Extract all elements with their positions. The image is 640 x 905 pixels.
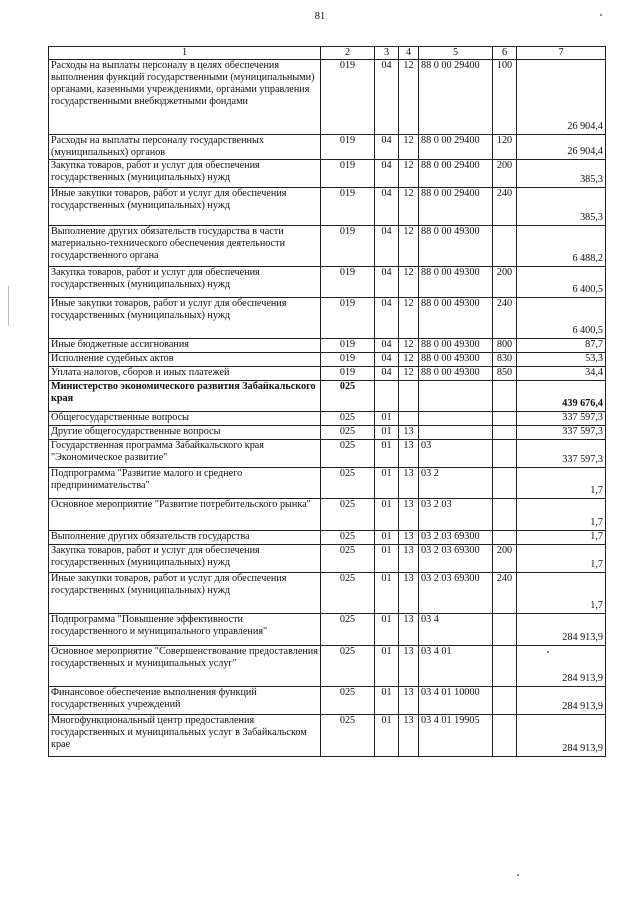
row-section-cell: 01 <box>375 646 399 687</box>
row-target-article-cell: 03 <box>419 440 493 468</box>
row-name-cell: Иные закупки товаров, работ и услуг для обеспечения государственных (муниципальных) нужд <box>49 298 321 339</box>
row-name-cell: Закупка товаров, работ и услуг для обеспечения государственных (муниципальных) нужд <box>49 545 321 573</box>
row-section-cell: 04 <box>375 353 399 367</box>
row-section-cell: 01 <box>375 614 399 646</box>
table-row <box>49 188 606 226</box>
row-target-article-cell: 03 2 03 <box>419 499 493 531</box>
row-section-cell: 04 <box>375 339 399 353</box>
row-subsection-cell: 12 <box>399 367 419 381</box>
row-name-cell: Государственная программа Забайкальского края "Экономическое развитие" <box>49 440 321 468</box>
row-section-cell: 01 <box>375 573 399 614</box>
row-code-cell: 025 <box>321 440 375 468</box>
row-subsection-cell: 13 <box>399 687 419 715</box>
row-target-article-cell: 03 2 03 69300 <box>419 573 493 614</box>
row-subsection-cell: 13 <box>399 440 419 468</box>
row-amount-cell: 284 913,9 <box>517 687 606 715</box>
row-target-article-cell: 88 0 00 49300 <box>419 226 493 267</box>
row-name-cell: Многофункциональный центр предоставления государственных и муниципальных услуг в Забайкальском крае <box>49 715 321 757</box>
speck-dot <box>600 14 602 16</box>
row-amount-cell: 1,7 <box>517 531 606 545</box>
row-code-cell: 019 <box>321 339 375 353</box>
header-cell: 3 <box>375 47 399 60</box>
table-row <box>49 160 606 188</box>
row-section-cell: 01 <box>375 687 399 715</box>
row-target-article-cell: 88 0 00 49300 <box>419 298 493 339</box>
row-code-cell: 025 <box>321 381 375 412</box>
row-expense-type-cell <box>493 412 517 426</box>
row-target-article-cell: 88 0 00 29400 <box>419 135 493 160</box>
row-subsection-cell: 12 <box>399 160 419 188</box>
row-section-cell <box>375 381 399 412</box>
row-target-article-cell: 88 0 00 29400 <box>419 188 493 226</box>
header-cell: 2 <box>321 47 375 60</box>
row-section-cell: 04 <box>375 60 399 135</box>
table-row <box>49 687 606 715</box>
row-subsection-cell <box>399 412 419 426</box>
row-section-cell: 04 <box>375 135 399 160</box>
margin-mark <box>8 286 9 326</box>
row-section-cell: 04 <box>375 267 399 298</box>
row-amount-cell: 1,7 <box>517 499 606 531</box>
row-expense-type-cell <box>493 226 517 267</box>
row-amount-cell: 439 676,4 <box>517 381 606 412</box>
row-target-article-cell: 03 2 <box>419 468 493 499</box>
row-amount-cell: 26 904,4 <box>517 135 606 160</box>
row-code-cell: 019 <box>321 188 375 226</box>
row-target-article-cell: 03 4 01 <box>419 646 493 687</box>
table-row <box>49 499 606 531</box>
row-code-cell: 025 <box>321 573 375 614</box>
table-row <box>49 267 606 298</box>
table-row <box>49 412 606 426</box>
row-name-cell: Финансовое обеспечение выполнения функций государственных учреждений <box>49 687 321 715</box>
table-row <box>49 298 606 339</box>
row-amount-cell: 385,3 <box>517 188 606 226</box>
table-row <box>49 715 606 757</box>
table-row <box>49 381 606 412</box>
row-name-cell: Подпрограмма "Повышение эффективности государственного и муниципального управления" <box>49 614 321 646</box>
header-cell: 5 <box>419 47 493 60</box>
row-target-article-cell: 88 0 00 49300 <box>419 339 493 353</box>
row-expense-type-cell: 240 <box>493 298 517 339</box>
row-expense-type-cell: 200 <box>493 267 517 298</box>
row-expense-type-cell <box>493 381 517 412</box>
row-expense-type-cell: 240 <box>493 573 517 614</box>
row-subsection-cell: 13 <box>399 545 419 573</box>
row-subsection-cell: 13 <box>399 573 419 614</box>
row-target-article-cell: 88 0 00 29400 <box>419 160 493 188</box>
row-section-cell: 01 <box>375 545 399 573</box>
row-subsection-cell: 12 <box>399 226 419 267</box>
budget-table <box>48 46 606 757</box>
row-subsection-cell: 12 <box>399 60 419 135</box>
page-number: 81 <box>314 11 326 22</box>
row-amount-cell: 337 597,3 <box>517 426 606 440</box>
row-name-cell: Закупка товаров, работ и услуг для обеспечения государственных (муниципальных) нужд <box>49 267 321 298</box>
row-amount-cell: 53,3 <box>517 353 606 367</box>
row-target-article-cell: 03 2 03 69300 <box>419 545 493 573</box>
row-section-cell: 04 <box>375 188 399 226</box>
row-code-cell: 025 <box>321 715 375 757</box>
table-row <box>49 226 606 267</box>
row-target-article-cell: 88 0 00 49300 <box>419 267 493 298</box>
row-subsection-cell: 13 <box>399 426 419 440</box>
row-code-cell: 019 <box>321 226 375 267</box>
row-name-cell: Министерство экономического развития Забайкальского края <box>49 381 321 412</box>
row-subsection-cell: 13 <box>399 715 419 757</box>
row-name-cell: Иные закупки товаров, работ и услуг для обеспечения государственных (муниципальных) нужд <box>49 188 321 226</box>
row-subsection-cell: 12 <box>399 135 419 160</box>
row-subsection-cell: 12 <box>399 353 419 367</box>
row-expense-type-cell <box>493 531 517 545</box>
row-target-article-cell: 03 2 03 69300 <box>419 531 493 545</box>
row-amount-cell: 284 913,9 <box>517 614 606 646</box>
row-code-cell: 025 <box>321 412 375 426</box>
row-expense-type-cell <box>493 426 517 440</box>
row-subsection-cell: 12 <box>399 298 419 339</box>
row-code-cell: 019 <box>321 353 375 367</box>
row-name-cell: Уплата налогов, сборов и иных платежей <box>49 367 321 381</box>
row-code-cell: 025 <box>321 499 375 531</box>
row-name-cell: Исполнение судебных актов <box>49 353 321 367</box>
row-expense-type-cell <box>493 468 517 499</box>
header-cell: 4 <box>399 47 419 60</box>
row-amount-cell: 1,7 <box>517 545 606 573</box>
row-code-cell: 025 <box>321 646 375 687</box>
row-subsection-cell: 12 <box>399 339 419 353</box>
row-amount-cell: 284 913,9 <box>517 646 606 687</box>
row-expense-type-cell <box>493 646 517 687</box>
table-row <box>49 614 606 646</box>
row-code-cell: 019 <box>321 60 375 135</box>
row-amount-cell: 337 597,3 <box>517 440 606 468</box>
row-target-article-cell: 03 4 01 10000 <box>419 687 493 715</box>
row-name-cell: Расходы на выплаты персоналу в целях обеспечения выполнения функций государственными (муниципальными) органами, казенными учреждениями, органами управления государственными внебюджетными фондами <box>49 60 321 135</box>
row-expense-type-cell <box>493 687 517 715</box>
row-amount-cell: 1,7 <box>517 573 606 614</box>
row-name-cell: Расходы на выплаты персоналу государственных (муниципальных) органов <box>49 135 321 160</box>
header-cell: 6 <box>493 47 517 60</box>
table-row <box>49 60 606 135</box>
table-row <box>49 353 606 367</box>
row-section-cell: 01 <box>375 499 399 531</box>
row-code-cell: 025 <box>321 687 375 715</box>
row-target-article-cell <box>419 412 493 426</box>
row-section-cell: 01 <box>375 426 399 440</box>
row-expense-type-cell <box>493 715 517 757</box>
row-section-cell: 01 <box>375 531 399 545</box>
row-name-cell: Подпрограмма "Развитие малого и среднего предпринимательства" <box>49 468 321 499</box>
row-subsection-cell: 13 <box>399 468 419 499</box>
row-section-cell: 04 <box>375 298 399 339</box>
row-target-article-cell: 88 0 00 49300 <box>419 353 493 367</box>
row-subsection-cell: 13 <box>399 646 419 687</box>
row-target-article-cell <box>419 381 493 412</box>
row-expense-type-cell: 830 <box>493 353 517 367</box>
row-subsection-cell: 13 <box>399 499 419 531</box>
row-subsection-cell: 12 <box>399 188 419 226</box>
row-name-cell: Основное мероприятие "Совершенствование предоставления государственных и муниципальных услуг" <box>49 646 321 687</box>
row-section-cell: 01 <box>375 468 399 499</box>
row-amount-cell: 34,4 <box>517 367 606 381</box>
header-cell: 7 <box>517 47 606 60</box>
row-name-cell: Иные бюджетные ассигнования <box>49 339 321 353</box>
header-cell: 1 <box>49 47 321 60</box>
row-name-cell: Выполнение других обязательств государства <box>49 531 321 545</box>
row-name-cell: Общегосударственные вопросы <box>49 412 321 426</box>
row-expense-type-cell <box>493 614 517 646</box>
row-section-cell: 01 <box>375 440 399 468</box>
table-row <box>49 135 606 160</box>
row-name-cell: Иные закупки товаров, работ и услуг для обеспечения государственных (муниципальных) нужд <box>49 573 321 614</box>
row-target-article-cell: 03 4 01 19905 <box>419 715 493 757</box>
row-expense-type-cell: 100 <box>493 60 517 135</box>
row-code-cell: 019 <box>321 267 375 298</box>
row-expense-type-cell: 200 <box>493 545 517 573</box>
row-code-cell: 025 <box>321 614 375 646</box>
table-row <box>49 531 606 545</box>
row-subsection-cell <box>399 381 419 412</box>
row-expense-type-cell <box>493 440 517 468</box>
row-amount-cell: 385,3 <box>517 160 606 188</box>
row-name-cell: Основное мероприятие "Развитие потребительского рынка" <box>49 499 321 531</box>
row-section-cell: 04 <box>375 226 399 267</box>
row-subsection-cell: 13 <box>399 614 419 646</box>
row-amount-cell: 87,7 <box>517 339 606 353</box>
row-code-cell: 019 <box>321 135 375 160</box>
table-row <box>49 367 606 381</box>
table-row <box>49 440 606 468</box>
row-target-article-cell <box>419 426 493 440</box>
row-code-cell: 025 <box>321 426 375 440</box>
speck-dot <box>517 874 519 876</box>
row-amount-cell: 6 488,2 <box>517 226 606 267</box>
table-row <box>49 468 606 499</box>
row-section-cell: 04 <box>375 160 399 188</box>
row-amount-cell: 1,7 <box>517 468 606 499</box>
table-row <box>49 646 606 687</box>
table-row <box>49 573 606 614</box>
row-expense-type-cell: 800 <box>493 339 517 353</box>
row-expense-type-cell: 120 <box>493 135 517 160</box>
row-amount-cell: 26 904,4 <box>517 60 606 135</box>
row-amount-cell: 6 400,5 <box>517 298 606 339</box>
row-name-cell: Другие общегосударственные вопросы <box>49 426 321 440</box>
table-header-row <box>49 47 606 60</box>
row-name-cell: Закупка товаров, работ и услуг для обеспечения государственных (муниципальных) нужд <box>49 160 321 188</box>
row-expense-type-cell: 240 <box>493 188 517 226</box>
table-row <box>49 339 606 353</box>
row-subsection-cell: 12 <box>399 267 419 298</box>
row-code-cell: 019 <box>321 160 375 188</box>
row-expense-type-cell: 850 <box>493 367 517 381</box>
table-row <box>49 545 606 573</box>
row-section-cell: 04 <box>375 367 399 381</box>
row-amount-cell: 337 597,3 <box>517 412 606 426</box>
row-code-cell: 019 <box>321 298 375 339</box>
row-code-cell: 025 <box>321 468 375 499</box>
table-row <box>49 426 606 440</box>
row-expense-type-cell <box>493 499 517 531</box>
row-target-article-cell: 88 0 00 49300 <box>419 367 493 381</box>
row-target-article-cell: 88 0 00 29400 <box>419 60 493 135</box>
row-amount-cell: 284 913,9 <box>517 715 606 757</box>
row-target-article-cell: 03 4 <box>419 614 493 646</box>
row-section-cell: 01 <box>375 412 399 426</box>
row-code-cell: 019 <box>321 367 375 381</box>
row-expense-type-cell: 200 <box>493 160 517 188</box>
row-section-cell: 01 <box>375 715 399 757</box>
row-amount-cell: 6 400,5 <box>517 267 606 298</box>
row-name-cell: Выполнение других обязательств государства в части материально-технического обеспечения деятельности государственного органа <box>49 226 321 267</box>
row-subsection-cell: 13 <box>399 531 419 545</box>
row-code-cell: 025 <box>321 545 375 573</box>
row-code-cell: 025 <box>321 531 375 545</box>
